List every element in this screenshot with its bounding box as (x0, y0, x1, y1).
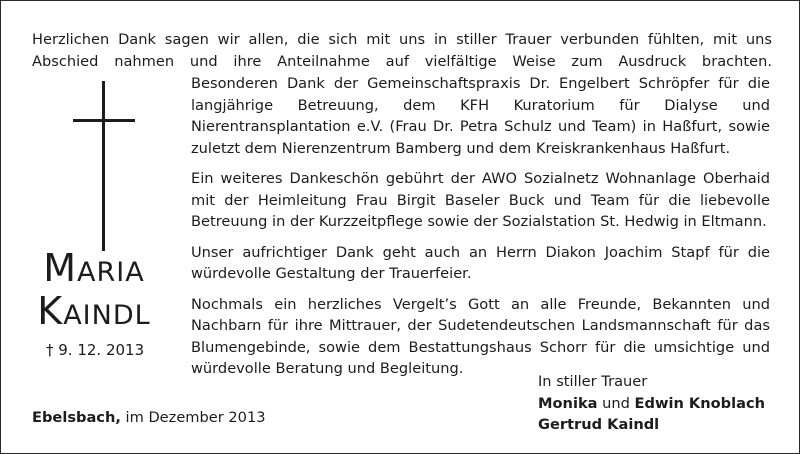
signature-line-1 (538, 393, 765, 415)
intro-text: Herzlichen Dank sagen wir allen, die sich mit uns in stiller Trauer verbunden fühlten, mit uns Abschied nahmen und ihre Anteilnahme auf vielfältige Weise zum Ausdruck brachten. (32, 31, 772, 70)
cross-horizontal-bar (73, 119, 135, 122)
deceased-last-name: Kaindl (37, 289, 151, 333)
paragraph-thanks-deacon: Unser aufrichtiger Dank geht auch an Herrn Diakon Joachim Stapf für die würdevolle Gestaltung der Trauerfeier. (191, 243, 770, 282)
paragraph-thanks-care: Ein weiteres Dankeschön gebührt der AWO Sozialnetz Wohnanlage Oberhaid mit der Heimleitung Frau Birgit Baseler Buck und Team für die liebevolle Betreuung in der Kurzzeitpflege sowie der Sozialstation St. Hedwig in Eltmann. (191, 170, 770, 230)
place-date-text: im Dezember 2013 (120, 409, 266, 426)
signature-name-gertrud: Gertrud Kaindl (538, 416, 660, 433)
signature-block (538, 371, 765, 436)
signature-connector: und (597, 394, 635, 412)
signature-name-edwin: Edwin Knoblach (634, 394, 765, 412)
paragraph-thanks-friends: Nochmals ein herzliches Vergelt’s Gott an alle Freunde, Bekannten und Nachbarn für ihre Mittrauer, der Sudetendeutschen Landsmannschaft für das Blumengebinde, sowie dem Bestattungshaus Schorr für die umsichtige und würdevolle Beratung und Begleitung. (191, 295, 770, 377)
deceased-first-name: Maria (43, 246, 145, 290)
place-town: Ebelsbach, (32, 409, 121, 426)
cross-icon (89, 81, 119, 251)
signature-intro: In stiller Trauer (538, 373, 648, 390)
thanks-body (191, 73, 770, 389)
paragraph-thanks-medical: Besonderen Dank der Gemeinschaftspraxis Dr. Engelbert Schröpfer für die langjährige Betreuung, dem KFH Kuratorium für Dialyse und Nierentransplantation e.V. (Frau Dr. Petra Schulz und Team) in Haßfurt, sowie zuletzt dem Nierenzentrum Bamberg und dem Kreiskrankenhaus Haßfurt. (191, 75, 770, 157)
date-of-death: † 9. 12. 2013 (46, 341, 145, 359)
signature-line-2 (538, 414, 765, 436)
cross-vertical-bar (102, 81, 105, 251)
signature-name-monika: Monika (538, 394, 598, 412)
place-date (32, 409, 266, 426)
